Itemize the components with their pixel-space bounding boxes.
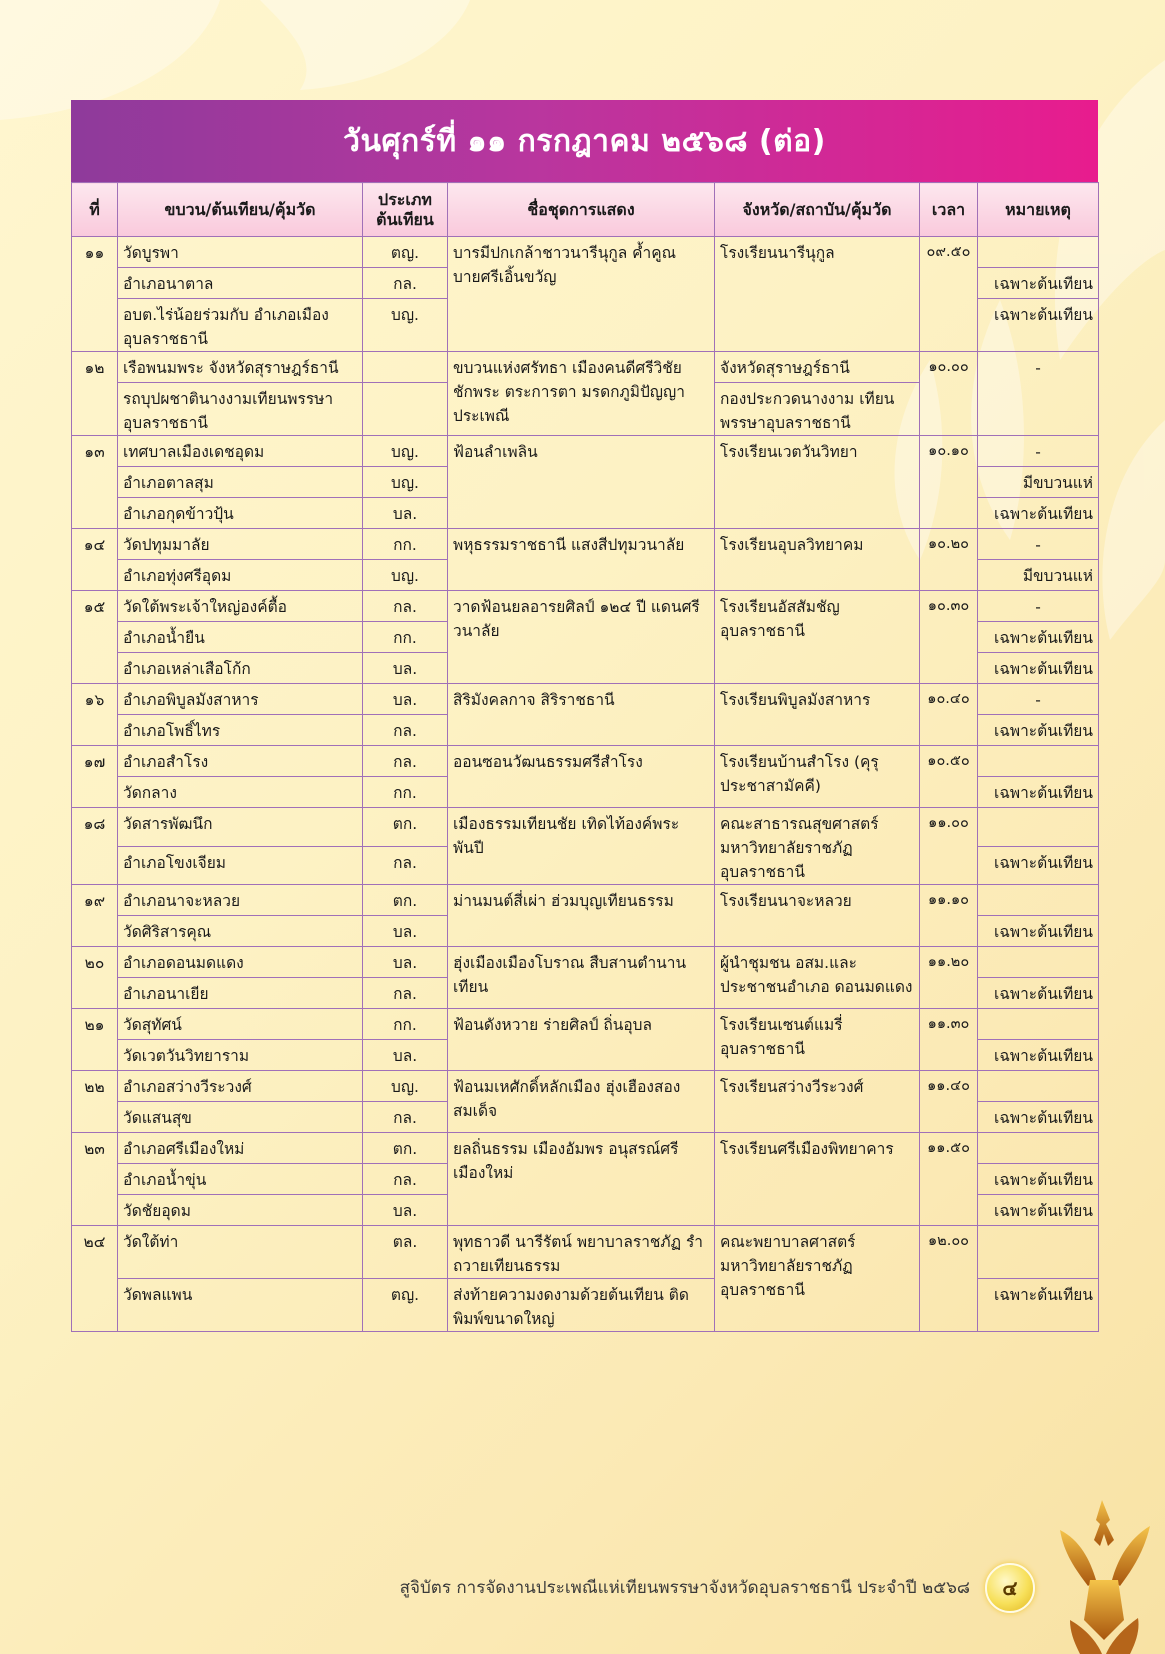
candle-type: บล.: [363, 498, 448, 529]
row-number: ๑๙: [72, 885, 118, 947]
procession-name: วัดใต้ท่า: [118, 1226, 363, 1279]
candle-type: กล.: [363, 1102, 448, 1133]
page-number-badge: ๔: [985, 1563, 1035, 1613]
candle-type: กล.: [363, 1164, 448, 1195]
time: ๑๑.๐๐: [920, 808, 978, 885]
note: เฉพาะต้นเทียน: [978, 268, 1099, 299]
table-row: [72, 885, 1099, 916]
procession-name: อำเภอกุดข้าวปุ้น: [118, 498, 363, 529]
institution: โรงเรียนอุบลวิทยาคม: [715, 529, 920, 591]
note: [978, 1009, 1099, 1040]
row-number: ๒๑: [72, 1009, 118, 1071]
institution: โรงเรียนนารีนุกูล: [715, 237, 920, 352]
header-no: ที่: [72, 183, 118, 237]
procession-name: วัดชัยอุดม: [118, 1195, 363, 1226]
note: เฉพาะต้นเทียน: [978, 1102, 1099, 1133]
candle-type: บล.: [363, 653, 448, 684]
header-note: หมายเหตุ: [978, 183, 1099, 237]
performance-name: สิริมังคลกาจ สิริราชธานี: [448, 684, 715, 746]
table-row: [72, 237, 1099, 268]
row-number: ๒๔: [72, 1226, 118, 1332]
procession-name: อำเภอสำโรง: [118, 746, 363, 777]
procession-name: อำเภอสว่างวีระวงศ์: [118, 1071, 363, 1102]
row-number: ๑๘: [72, 808, 118, 885]
procession-name: อำเภอเหล่าเสือโก้ก: [118, 653, 363, 684]
note: เฉพาะต้นเทียน: [978, 978, 1099, 1009]
note: [978, 237, 1099, 268]
table-row: [72, 529, 1099, 560]
performance-name: พุทธาวดี นารีรัตน์ พยาบาลราชภัฏ รำถวายเทียนธรรม: [448, 1226, 715, 1279]
institution: โรงเรียนบ้านสำโรง (คุรุประชาสามัคคี): [715, 746, 920, 808]
procession-name: รถบุปผชาตินางงามเทียนพรรษา อุบลราชธานี: [118, 383, 363, 436]
header-type-line2: ต้นเทียน: [376, 209, 434, 229]
note: [978, 947, 1099, 978]
note: เฉพาะต้นเทียน: [978, 1195, 1099, 1226]
time: ๑๐.๔๐: [920, 684, 978, 746]
note: -: [978, 529, 1099, 560]
note: [978, 746, 1099, 777]
institution: จังหวัดสุราษฎร์ธานี: [715, 352, 920, 383]
candle-type: ตก.: [363, 885, 448, 916]
note: เฉพาะต้นเทียน: [978, 299, 1099, 352]
candle-type: ตญ.: [363, 1279, 448, 1332]
procession-name: วัดแสนสุข: [118, 1102, 363, 1133]
candle-type: กก.: [363, 777, 448, 808]
note: เฉพาะต้นเทียน: [978, 1164, 1099, 1195]
performance-name: พหุธรรมราชธานี แสงสีปทุมวนาลัย: [448, 529, 715, 591]
note: เฉพาะต้นเทียน: [978, 498, 1099, 529]
performance-name: ฮุ่งเมืองเมืองโบราณ สืบสานตำนานเทียน: [448, 947, 715, 1009]
row-number: ๑๓: [72, 436, 118, 529]
performance-name: วาดฟ้อนยลอารยศิลป์ ๑๒๔ ปี แดนศรีวนาลัย: [448, 591, 715, 684]
table-row: [72, 352, 1099, 383]
institution: โรงเรียนนาจะหลวย: [715, 885, 920, 947]
table-row: [72, 1009, 1099, 1040]
table-row: [72, 684, 1099, 715]
candle-type: ตล.: [363, 1226, 448, 1279]
institution: กองประกวดนางงาม เทียนพรรษาอุบลราชธานี: [715, 383, 920, 436]
procession-name: อำเภอทุ่งศรีอุดม: [118, 560, 363, 591]
note: เฉพาะต้นเทียน: [978, 1279, 1099, 1332]
candle-type: บล.: [363, 1195, 448, 1226]
procession-name: วัดสารพัฒนึก: [118, 808, 363, 847]
candle-type: บญ.: [363, 1071, 448, 1102]
time: ๑๐.๓๐: [920, 591, 978, 684]
table-row: [72, 1071, 1099, 1102]
performance-name: ฟ้อนลำเพลิน: [448, 436, 715, 529]
header-type: [363, 183, 448, 237]
candle-type: บญ.: [363, 436, 448, 467]
performance-name: ออนซอนวัฒนธรรมศรีสำโรง: [448, 746, 715, 808]
header-performance: ชื่อชุดการแสดง: [448, 183, 715, 237]
performance-name: ขบวนแห่งศรัทธา เมืองคนดีศรีวิชัย ชักพระ ตระการตา มรดกภูมิปัญญาประเพณี: [448, 352, 715, 436]
candle-type: ตญ.: [363, 237, 448, 268]
note: เฉพาะต้นเทียน: [978, 846, 1099, 885]
note: เฉพาะต้นเทียน: [978, 622, 1099, 653]
table-row: [72, 591, 1099, 622]
institution: คณะสาธารณสุขศาสตร์ มหาวิทยาลัยราชภัฏ อุบลราชธานี: [715, 808, 920, 885]
candle-type: บญ.: [363, 467, 448, 498]
candle-type: บญ.: [363, 560, 448, 591]
procession-name: อำเภอดอนมดแดง: [118, 947, 363, 978]
procession-name: วัดสุทัศน์: [118, 1009, 363, 1040]
time: ๑๐.๐๐: [920, 352, 978, 436]
header-type-line1: ประเภท: [378, 190, 432, 210]
institution: ผู้นำชุมชน อสม.และ ประชาชนอำเภอ ดอนมดแดง: [715, 947, 920, 1009]
candle-type: กล.: [363, 715, 448, 746]
procession-name: อำเภอนาตาล: [118, 268, 363, 299]
candle-type: บล.: [363, 947, 448, 978]
performance-name: ม่านมนต์สี่เผ่า ฮ่วมบุญเทียนธรรม: [448, 885, 715, 947]
header-province: จังหวัด/สถาบัน/คุ้มวัด: [715, 183, 920, 237]
candle-type: กล.: [363, 268, 448, 299]
note: มีขบวนแห่: [978, 560, 1099, 591]
time: ๐๙.๕๐: [920, 237, 978, 352]
header-procession: ขบวน/ต้นเทียน/คุ้มวัด: [118, 183, 363, 237]
institution: โรงเรียนพิบูลมังสาหาร: [715, 684, 920, 746]
time: ๑๑.๔๐: [920, 1071, 978, 1133]
time: ๑๑.๒๐: [920, 947, 978, 1009]
procession-name: เทศบาลเมืองเดชอุดม: [118, 436, 363, 467]
row-number: ๒๓: [72, 1133, 118, 1226]
note: เฉพาะต้นเทียน: [978, 1040, 1099, 1071]
procession-name: อำเภอโขงเจียม: [118, 846, 363, 885]
procession-name: วัดเวตวันวิทยาราม: [118, 1040, 363, 1071]
procession-name: วัดใต้พระเจ้าใหญ่องค์ตื้อ: [118, 591, 363, 622]
performance-name: ยลถิ่นธรรม เมืองอัมพร อนุสรณ์ศรีเมืองใหม่: [448, 1133, 715, 1226]
candle-type: [363, 383, 448, 436]
row-number: ๑๕: [72, 591, 118, 684]
table-row: [72, 947, 1099, 978]
performance-name: ฟ้อนดังหวาย ร่ายศิลป์ ถิ่นอุบล: [448, 1009, 715, 1071]
procession-name: อำเภอน้ำขุ่น: [118, 1164, 363, 1195]
note: มีขบวนแห่: [978, 467, 1099, 498]
procession-name: อำเภอพิบูลมังสาหาร: [118, 684, 363, 715]
procession-name: อำเภอศรีเมืองใหม่: [118, 1133, 363, 1164]
candle-type: บญ.: [363, 299, 448, 352]
time: ๑๒.๐๐: [920, 1226, 978, 1332]
time: ๑๑.๕๐: [920, 1133, 978, 1226]
performance-name: ฟ้อนมเหศักดิ์หลักเมือง ฮุ่งเฮืองสองสมเด็จ: [448, 1071, 715, 1133]
schedule-table: [71, 182, 1099, 1332]
procession-name: วัดพลแพน: [118, 1279, 363, 1332]
institution: โรงเรียนอัสสัมชัญ อุบลราชธานี: [715, 591, 920, 684]
candle-type: บล.: [363, 684, 448, 715]
procession-name: วัดปทุมมาลัย: [118, 529, 363, 560]
candle-type: กก.: [363, 1009, 448, 1040]
candle-type: [363, 352, 448, 383]
row-number: ๑๖: [72, 684, 118, 746]
note: [978, 1133, 1099, 1164]
procession-name: วัดบูรพา: [118, 237, 363, 268]
candle-type: กล.: [363, 746, 448, 777]
performance-name: เมืองธรรมเทียนชัย เทิดไท้องค์พระพันปี: [448, 808, 715, 885]
procession-name: วัดศิริสารคุณ: [118, 916, 363, 947]
candle-type: ตก.: [363, 808, 448, 847]
note: เฉพาะต้นเทียน: [978, 715, 1099, 746]
table-header: [72, 183, 1099, 237]
candle-type: กล.: [363, 978, 448, 1009]
procession-name: อำเภอตาลสุม: [118, 467, 363, 498]
note: -: [978, 591, 1099, 622]
candle-type: บล.: [363, 1040, 448, 1071]
row-number: ๑๔: [72, 529, 118, 591]
institution: โรงเรียนศรีเมืองพิทยาคาร: [715, 1133, 920, 1226]
institution: โรงเรียนเวตวันวิทยา: [715, 436, 920, 529]
note: เฉพาะต้นเทียน: [978, 777, 1099, 808]
table-row: [72, 808, 1099, 847]
time: ๑๑.๓๐: [920, 1009, 978, 1071]
row-number: ๒๒: [72, 1071, 118, 1133]
table-row: [72, 746, 1099, 777]
note: เฉพาะต้นเทียน: [978, 916, 1099, 947]
procession-name: อำเภอนาเยีย: [118, 978, 363, 1009]
note: เฉพาะต้นเทียน: [978, 653, 1099, 684]
performance-name: บารมีปกเกล้าชาวนารีนุกูล ค้ำคูณบายศรีเอิ้นขวัญ: [448, 237, 715, 352]
candle-type: ตก.: [363, 1133, 448, 1164]
note: [978, 885, 1099, 916]
note: [978, 1071, 1099, 1102]
table-row: [72, 436, 1099, 467]
candle-type: กล.: [363, 846, 448, 885]
institution: คณะพยาบาลศาสตร์ มหาวิทยาลัยราชภัฏ อุบลราชธานี: [715, 1226, 920, 1332]
footer-caption: สูจิบัตร การจัดงานประเพณีแห่เทียนพรรษาจังหวัดอุบลราชธานี ประจำปี ๒๕๖๘: [399, 1578, 970, 1598]
time: ๑๐.๒๐: [920, 529, 978, 591]
note: -: [978, 436, 1099, 467]
procession-name: เรือพนมพระ จังหวัดสุราษฎร์ธานี: [118, 352, 363, 383]
note: [978, 808, 1099, 847]
table-row: [72, 1226, 1099, 1279]
candle-type: กล.: [363, 591, 448, 622]
institution: โรงเรียนเซนต์แมรี่ อุบลราชธานี: [715, 1009, 920, 1071]
time: ๑๐.๕๐: [920, 746, 978, 808]
note: -: [978, 684, 1099, 715]
procession-name: อำเภอโพธิ์ไทร: [118, 715, 363, 746]
procession-name: อำเภอนาจะหลวย: [118, 885, 363, 916]
garuda-emblem-icon: [1040, 1490, 1165, 1654]
row-number: ๑๑: [72, 237, 118, 352]
candle-type: กก.: [363, 622, 448, 653]
note: -: [978, 352, 1099, 436]
page-title: วันศุกร์ที่ ๑๑ กรกฎาคม ๒๕๖๘ (ต่อ): [71, 100, 1098, 182]
table-row: [72, 1133, 1099, 1164]
header-time: เวลา: [920, 183, 978, 237]
time: ๑๐.๑๐: [920, 436, 978, 529]
row-number: ๑๗: [72, 746, 118, 808]
row-number: ๑๒: [72, 352, 118, 436]
time: ๑๑.๑๐: [920, 885, 978, 947]
institution: โรงเรียนสว่างวีระวงศ์: [715, 1071, 920, 1133]
note: [978, 1226, 1099, 1279]
row-number: ๒๐: [72, 947, 118, 1009]
candle-type: กก.: [363, 529, 448, 560]
candle-type: บล.: [363, 916, 448, 947]
procession-name: อบต.ไร่น้อยร่วมกับ อำเภอเมืองอุบลราชธานี: [118, 299, 363, 352]
performance-name: ส่งท้ายความงดงามด้วยต้นเทียน ติดพิมพ์ขนาดใหญ่: [448, 1279, 715, 1332]
procession-name: อำเภอน้ำยืน: [118, 622, 363, 653]
procession-name: วัดกลาง: [118, 777, 363, 808]
